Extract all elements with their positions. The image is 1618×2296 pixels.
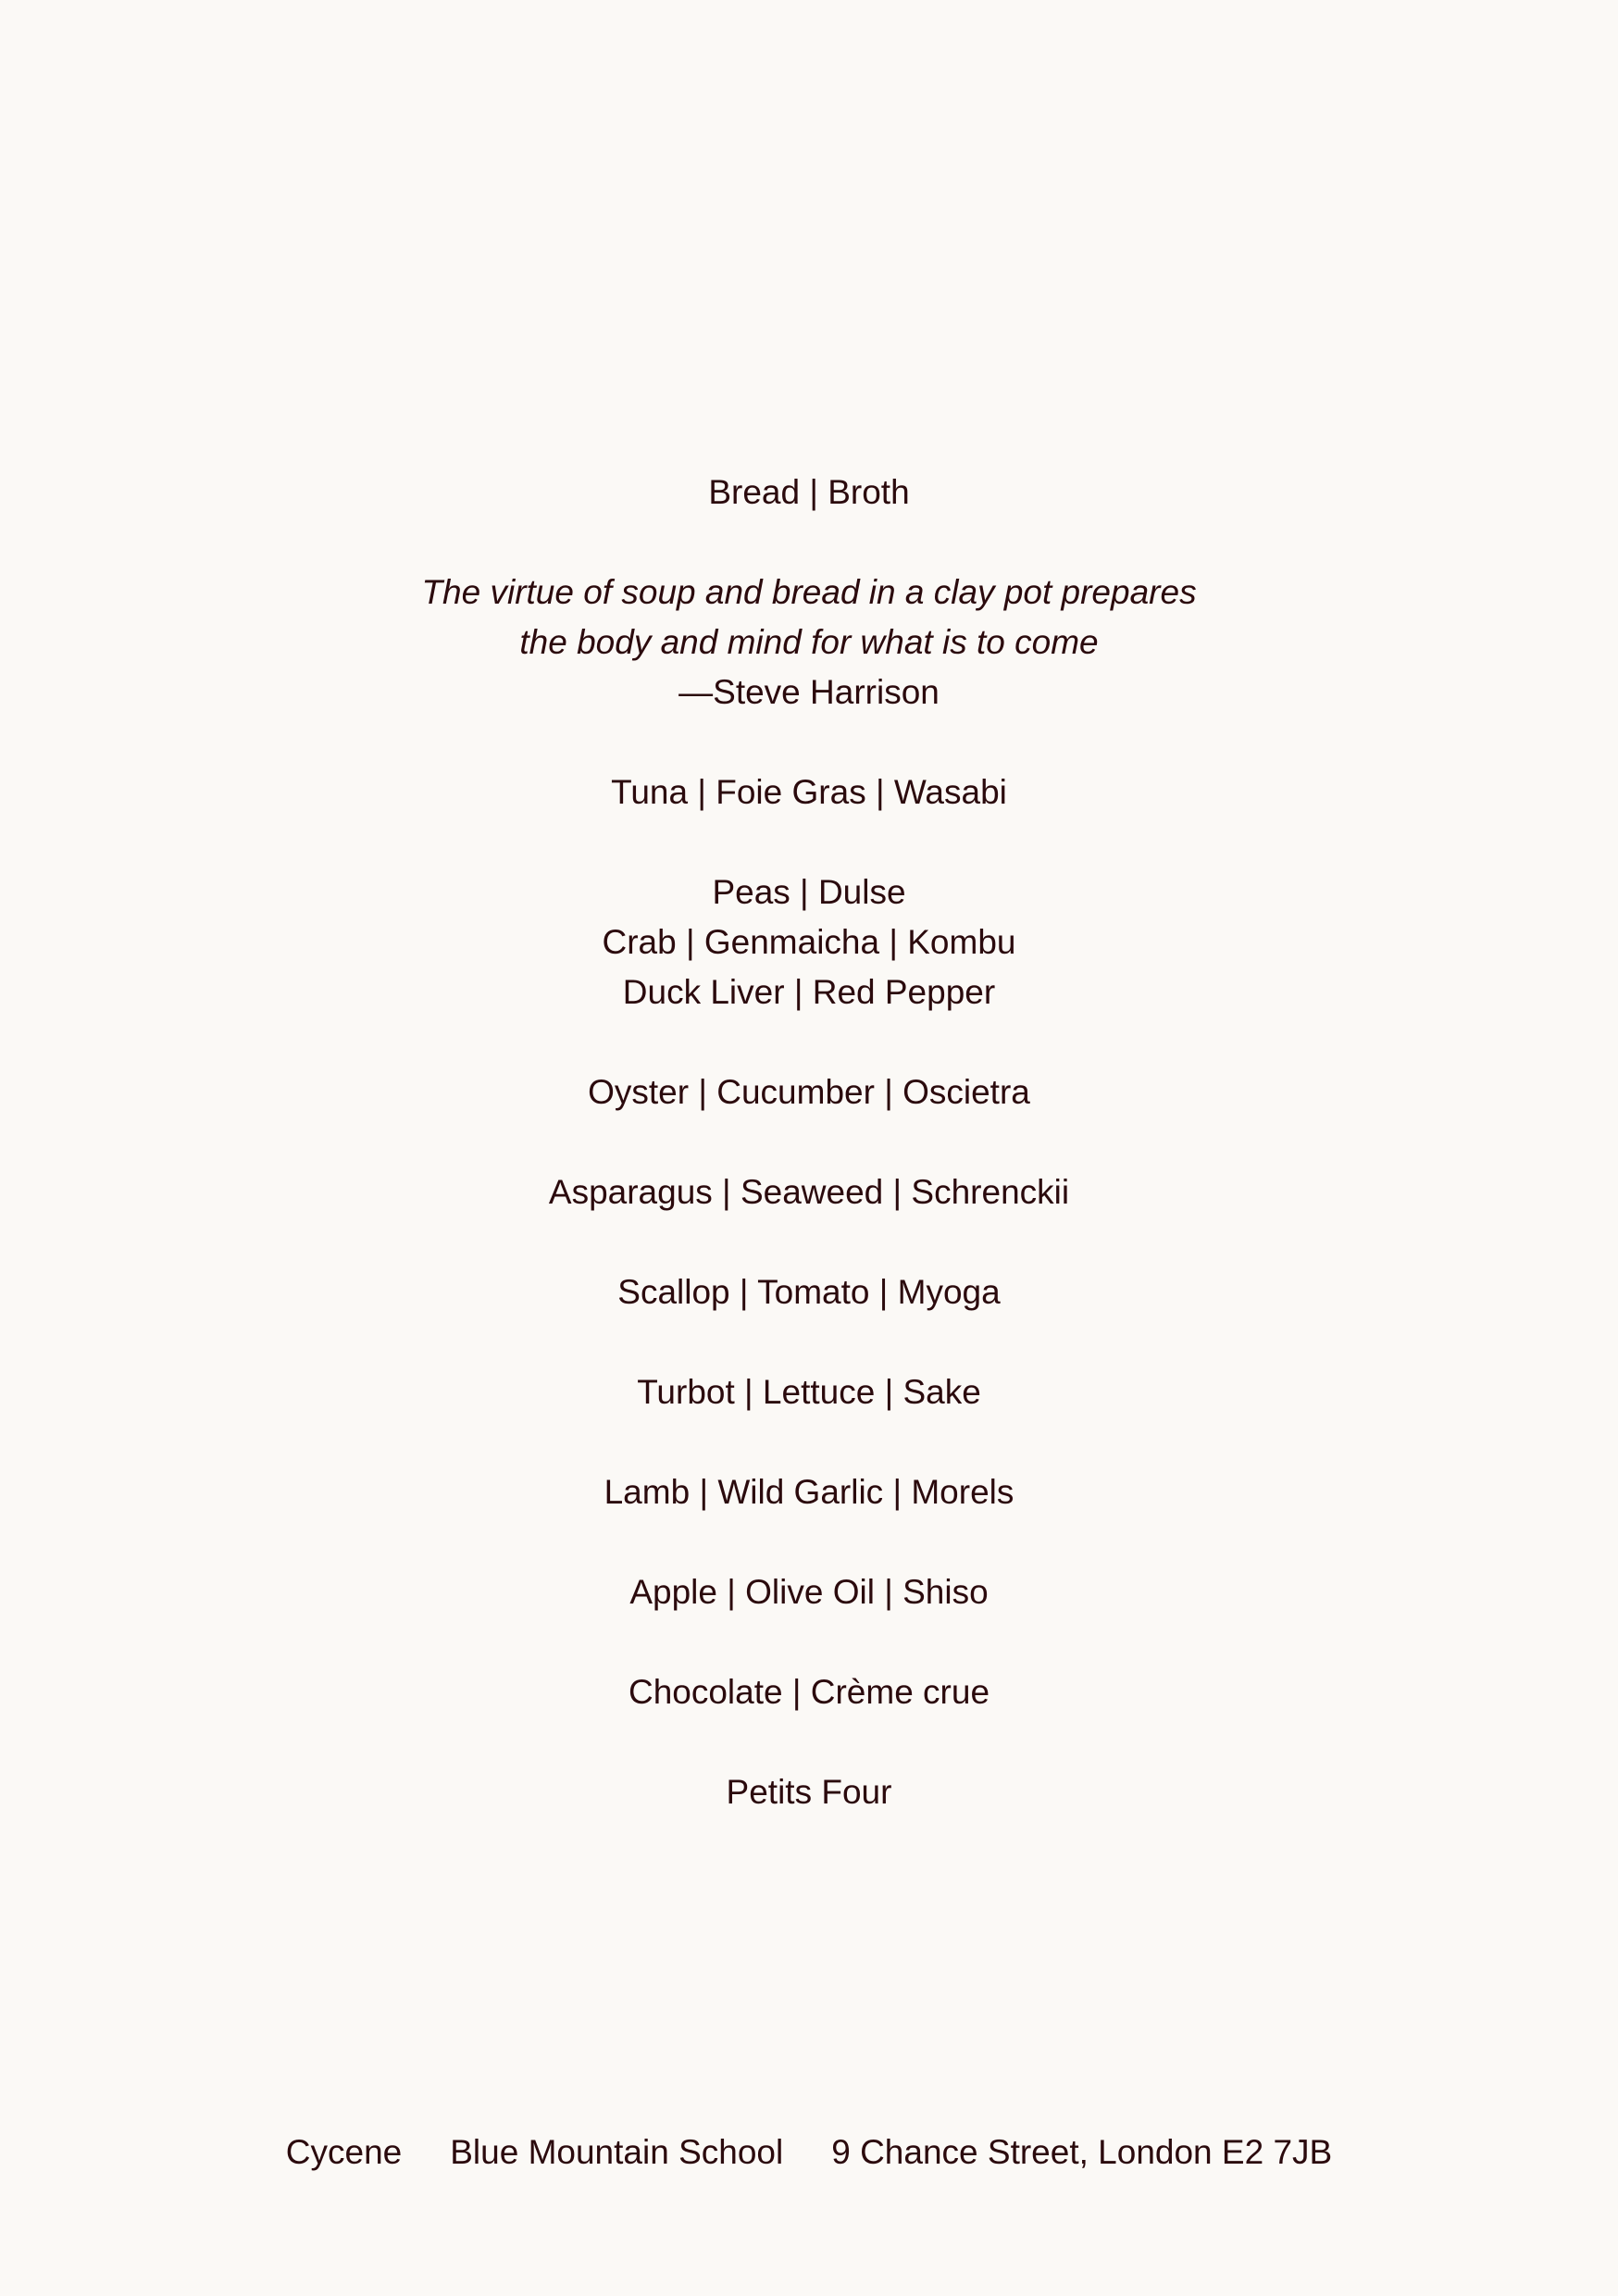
course-title: Asparagus | Seaweed | Schrenckii [548,1173,1070,1211]
course-asparagus [0,1167,1618,1217]
course-title: Scallop | Tomato | Myoga [617,1273,1001,1311]
course-chocolate [0,1667,1618,1717]
course-scallop [0,1267,1618,1317]
snack-item: Peas | Dulse [712,873,906,911]
quote-line-1: The virtue of soup and bread in a clay pot prepares [421,573,1197,611]
course-title: Bread | Broth [708,473,910,511]
course-title: Tuna | Foie Gras | Wasabi [611,773,1007,811]
restaurant-name: Cycene [285,2133,403,2171]
course-apple [0,1567,1618,1617]
course-bread-broth [0,468,1618,518]
menu-footer [0,2128,1618,2177]
course-title: Turbot | Lettuce | Sake [637,1373,981,1411]
snack-item: Crab | Genmaicha | Kombu [602,923,1016,961]
course-tuna [0,767,1618,817]
course-title: Oyster | Cucumber | Oscietra [588,1073,1030,1111]
course-title: Apple | Olive Oil | Shiso [629,1573,989,1611]
restaurant-address: 9 Chance Street, London E2 7JB [831,2133,1333,2171]
course-title: Lamb | Wild Garlic | Morels [604,1473,1014,1511]
course-snacks [0,867,1618,1017]
quote-attribution: —Steve Harrison [678,673,940,711]
course-lamb [0,1467,1618,1517]
snack-item: Duck Liver | Red Pepper [622,973,996,1011]
venue-name: Blue Mountain School [450,2133,784,2171]
course-petits-four [0,1767,1618,1817]
quote-line-2: the body and mind for what is to come [519,623,1099,661]
course-title: Chocolate | Crème crue [628,1673,990,1711]
course-turbot [0,1367,1618,1417]
course-title: Petits Four [726,1773,892,1811]
course-oyster [0,1067,1618,1117]
menu-quote [0,568,1618,718]
tasting-menu [0,468,1618,1817]
